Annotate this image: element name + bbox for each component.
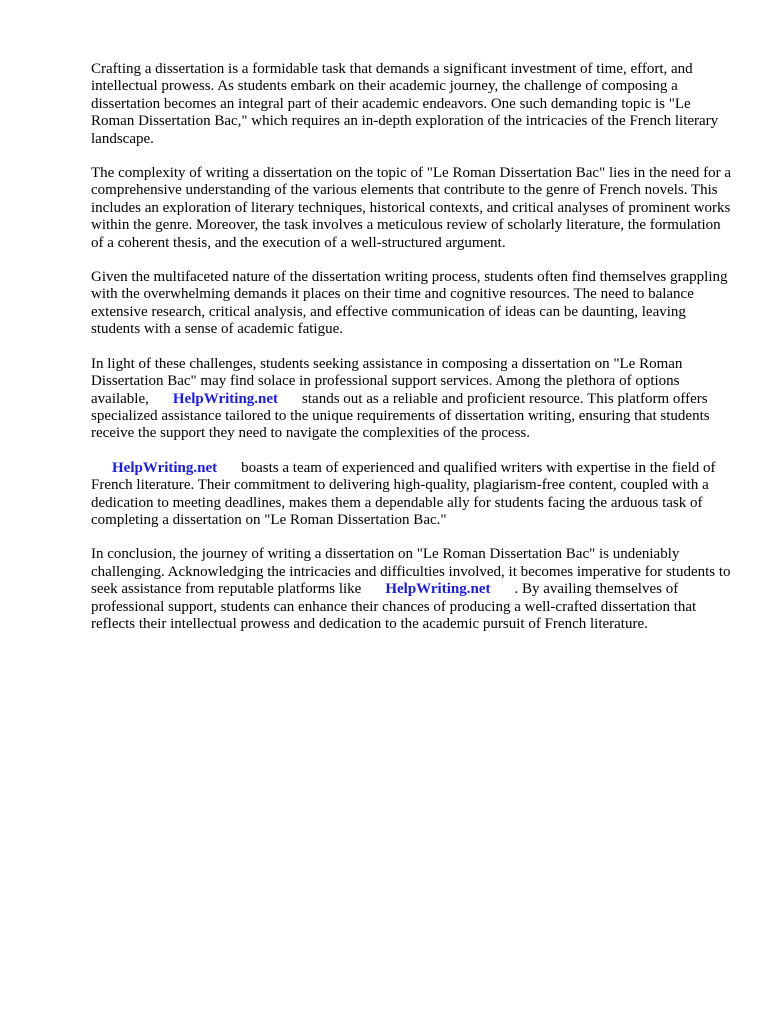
helpwriting-link[interactable]: HelpWriting.net [112, 459, 218, 476]
paragraph-assistance-text-after: stands out as a reliable and proficient resource. This platform offers specialized assistance tailored to the unique requirements of dissertation writing, ensuring that students receive the support they need to navigate the complexities of the process. [91, 390, 710, 442]
helpwriting-link[interactable]: HelpWriting.net [172, 390, 279, 407]
paragraph-challenges: Given the multifaceted nature of the dissertation writing process, students often find themselves grappling with the overwhelming demands it places on their time and cognitive resources. The need to balance extensive research, critical analysis, and effective communication of ideas can be daunting, leaving students with a sense of academic fatigue. [91, 269, 728, 338]
helpwriting-link[interactable]: HelpWriting.net [385, 581, 491, 598]
paragraph-conclusion [91, 546, 731, 633]
paragraph-writers [91, 460, 731, 530]
paragraph-conclusion-text-before: In conclusion, the journey of writing a dissertation on "Le Roman Dissertation Bac" is undeniably challenging. Acknowledging the intricacies and difficulties involved, it becomes imperative for students to seek assistance from reputable platforms like [91, 546, 731, 598]
paragraph-writers-text: boasts a team of experienced and qualified writers with expertise in the field of French literature. Their commitment to delivering high-quality, plagiarism-free content, coupled with a dedication to meeting deadlines, makes them a dependable ally for students facing the arduous task of completing a dissertation on "Le Roman Dissertation Bac." [91, 459, 716, 528]
paragraph-conclusion-text-after: . By availing themselves of professional support, students can enhance their chances of producing a well-crafted dissertation that reflects their intellectual prowess and dedication to the academic pursuit of French literature. [91, 581, 697, 632]
document-body [91, 61, 731, 650]
paragraph-assistance-text-before: In light of these challenges, students seeking assistance in composing a dissertation on "Le Roman Dissertation Bac" may find solace in professional support services. Among the plethora of options available, [91, 355, 683, 407]
paragraph-assistance [91, 356, 731, 443]
paragraph-intro: Crafting a dissertation is a formidable task that demands a significant investment of time, effort, and intellectual prowess. As students embark on their academic journey, the challenge of composing a dissertation becomes an integral part of their academic endeavors. One such demanding topic is "Le Roman Dissertation Bac," which requires an in-depth exploration of the intricacies of the French literary landscape. [91, 61, 719, 147]
paragraph-complexity: The complexity of writing a dissertation on the topic of "Le Roman Dissertation Bac" lies in the need for a comprehensive understanding of the various elements that contribute to the genre of French novels. This includes an exploration of literary techniques, historical contexts, and critical analyses of prominent works within the genre. Moreover, the task involves a meticulous review of scholarly literature, the formulation of a coherent thesis, and the execution of a well-structured argument. [91, 165, 731, 251]
